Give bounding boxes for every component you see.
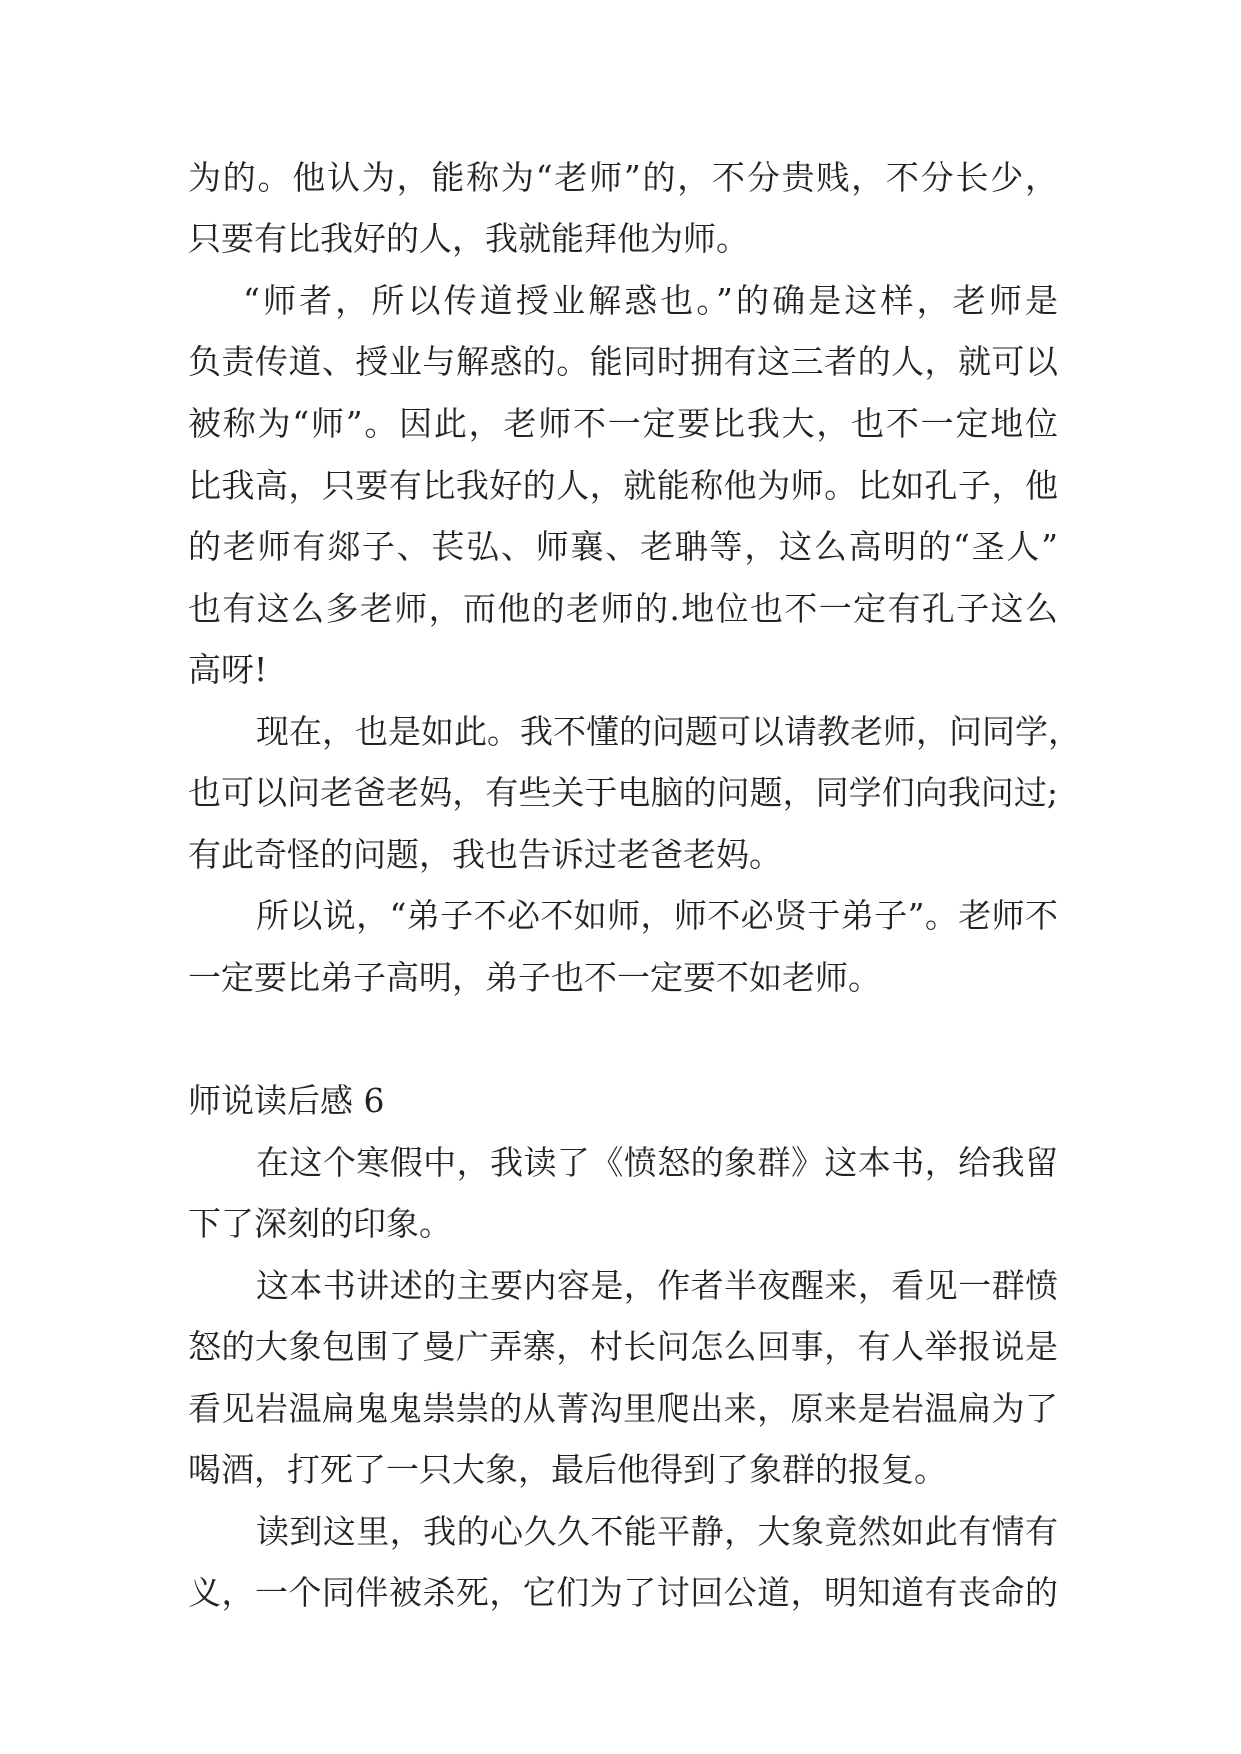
text-line: 也可以问老爸老妈，有些关于电脑的问题，同学们向我问过; xyxy=(188,773,1058,812)
text-line: 义，一个同伴被杀死，它们为了讨回公道，明知道有丧命的 xyxy=(188,1573,1058,1612)
text-line: 也有这么多老师，而他的老师的.地位也不一定有孔子这么 xyxy=(188,589,1058,628)
text-line: 这本书讲述的主要内容是，作者半夜醒来，看见一群愤 xyxy=(256,1266,1058,1305)
text-line: 现在，也是如此。我不懂的问题可以请教老师，问同学， xyxy=(256,712,1081,751)
text-line: 高呀! xyxy=(188,650,268,689)
text-line: 的老师有郯子、苌弘、师襄、老聃等，这么高明的“圣人” xyxy=(188,527,1058,566)
text-line: 喝酒，打死了一只大象，最后他得到了象群的报复。 xyxy=(188,1450,947,1489)
text-line: 有此奇怪的问题，我也告诉过老爸老妈。 xyxy=(188,835,782,874)
text-line: “师者，所以传道授业解惑也。”的确是这样，老师是 xyxy=(243,281,1058,320)
text-line: 被称为“师”。因此，老师不一定要比我大，也不一定地位 xyxy=(188,404,1058,443)
text-line: 负责传道、授业与解惑的。能同时拥有这三者的人，就可以 xyxy=(188,342,1058,381)
text-line: 看见岩温扁鬼鬼祟祟的从菁沟里爬出来，原来是岩温扁为了 xyxy=(188,1389,1058,1428)
text-line: 一定要比弟子高明，弟子也不一定要不如老师。 xyxy=(188,958,881,997)
text-line: 在这个寒假中，我读了《愤怒的象群》这本书，给我留 xyxy=(256,1143,1058,1182)
text-line: 比我高，只要有比我好的人，就能称他为师。比如孔子，他 xyxy=(188,466,1058,505)
text-line: 只要有比我好的人，我就能拜他为师。 xyxy=(188,219,749,258)
text-line: 下了深刻的印象。 xyxy=(188,1204,452,1243)
text-line: 怒的大象包围了曼广弄寨，村长问怎么回事，有人举报说是 xyxy=(188,1327,1058,1366)
text-line: 所以说，“弟子不必不如师，师不必贤于弟子”。老师不 xyxy=(256,896,1058,935)
text-line: 读到这里，我的心久久不能平静，大象竟然如此有情有 xyxy=(256,1512,1058,1551)
text-line: 为的。他认为，能称为“老师”的，不分贵贱，不分长少， xyxy=(188,158,1058,197)
section-heading: 师说读后感 6 xyxy=(188,1081,385,1120)
